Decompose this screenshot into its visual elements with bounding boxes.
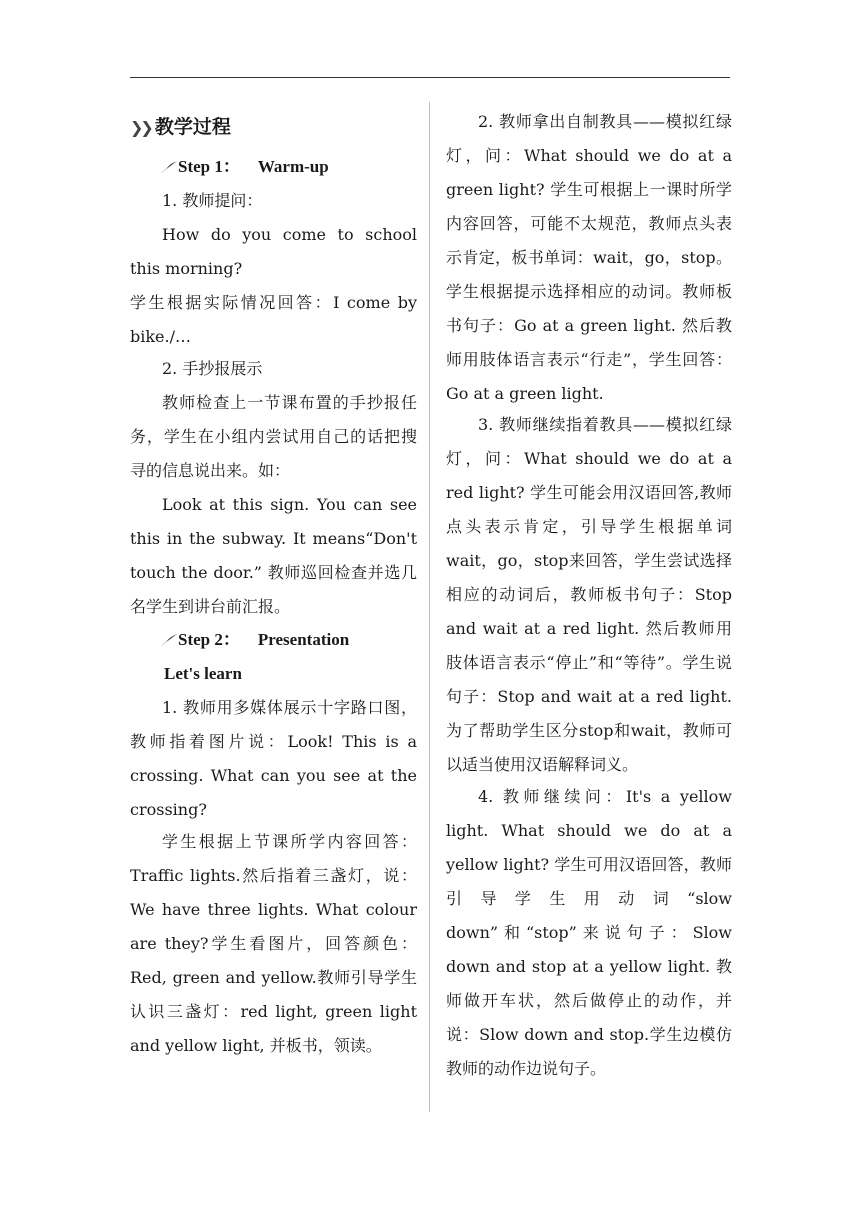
left-paragraph-2: How do you come to school this morning? [130,225,417,278]
step2-name: Presentation [257,630,350,649]
step2-heading [130,623,447,657]
left-paragraph-6: Look at this sign. You can see this in the subway. It means“Don't touch the door.” 教师巡回检查并选几名学生到讲台前汇报。 [130,495,417,616]
left-paragraph-5: 教师检查上一节课布置的手抄报任务，学生在小组内尝试用自己的话把搜寻的信息说出来。如： [130,393,417,480]
left-paragraph-3: 学生根据实际情况回答：I come by bike./… [130,293,417,346]
step1-heading [130,150,447,184]
lets-learn-heading: Let's learn [164,664,242,683]
step1-label: Step 1： [178,157,240,176]
right-paragraph-2: 3. 教师继续指着教具——模拟红绿灯，问：What should we do at a red light? 学生可能会用汉语回答,教师点头表示肯定，引导学生根据单词wait，go，stop来回答，学生尝试选择相应的动词后，教师板书句子：Stop and wait at a red light. 然后教师用肢体语言表示“停止”和“等待”。学生说句子：Stop and wait at a red light. 为了帮助学生区分stop和wait，教师可以适当使用汉语解释词义。 [446,415,732,774]
header-rule [130,77,730,78]
section-title: 教学过程 [154,116,231,138]
step1-name: Warm-up [257,157,329,176]
double-chevron-icon: ❯❯ [130,118,151,137]
section-heading [130,110,417,145]
left-paragraph-7: 1. 教师用多媒体展示十字路口图，教师指着图片说：Look! This is a crossing. What can you see at the crossing? [130,698,417,819]
left-paragraph-4: 2. 手抄报展示 [162,359,263,378]
left-paragraph-1: 1. 教师提问： [162,191,263,210]
left-paragraph-8: 学生根据上节课所学内容回答：Traffic lights.然后指着三盏灯，说：We have three lights. What colour are they?学生看图片，回答颜色：Red, green and yellow.教师引导学生认识三盏灯：red light, green light and yellow light, 并板书，领读。 [130,832,417,1055]
feather-icon [160,160,178,174]
right-paragraph-3: 4. 教师继续问：It's a yellow light. What should we do at a yellow light? 学生可用汉语回答，教师引导学生用动词“slow down”和“stop”来说句子：Slow down and stop at a yellow light. 教师做开车状，然后做停止的动作，并说：Slow down and stop.学生边模仿教师的动作边说句子。 [446,787,732,1078]
feather-icon [160,633,178,647]
step2-label: Step 2： [178,630,240,649]
column-divider [429,102,430,1112]
right-paragraph-1: 2. 教师拿出自制教具——模拟红绿灯，问：What should we do at a green light? 学生可根据上一课时所学内容回答，可能不太规范，教师点头表示肯定，板书单词：wait，go，stop。学生根据提示选择相应的动词。教师板书句子：Go at a green light. 然后教师用肢体语言表示“行走”，学生回答：Go at a green light. [446,112,732,403]
